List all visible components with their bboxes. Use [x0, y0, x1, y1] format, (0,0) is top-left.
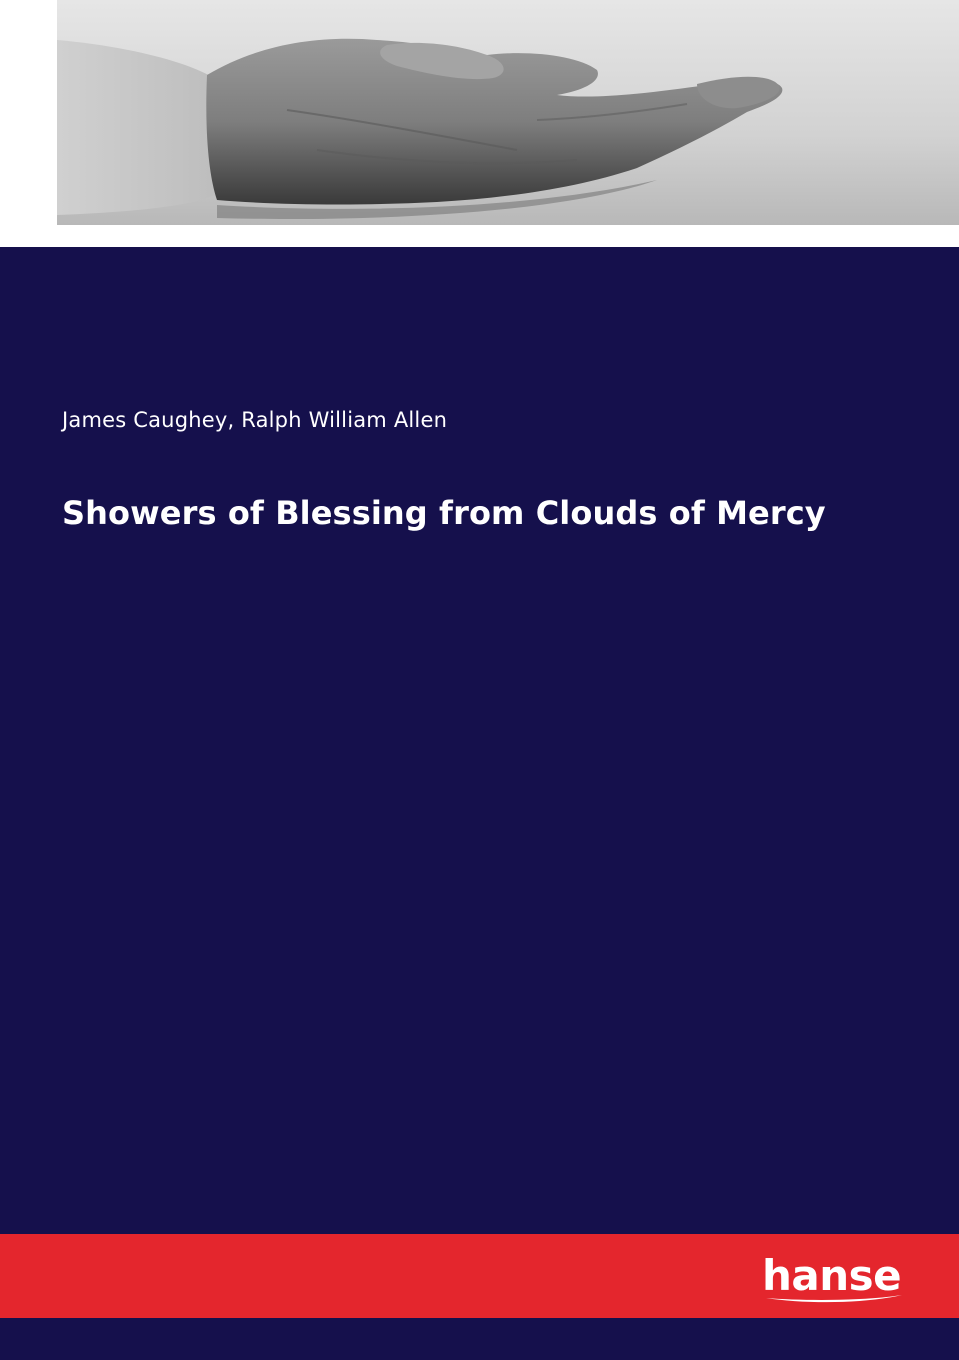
publisher-logo [762, 1248, 906, 1306]
book-authors: James Caughey, Ralph William Allen [62, 408, 448, 432]
cover-background [0, 247, 959, 1234]
logo-swoosh-icon [764, 1292, 904, 1306]
publisher-logo-text: hanse [762, 1251, 902, 1300]
open-hand-photo-icon [57, 0, 959, 225]
bottom-band [0, 1318, 959, 1360]
book-title: Showers of Blessing from Clouds of Mercy [62, 494, 826, 532]
